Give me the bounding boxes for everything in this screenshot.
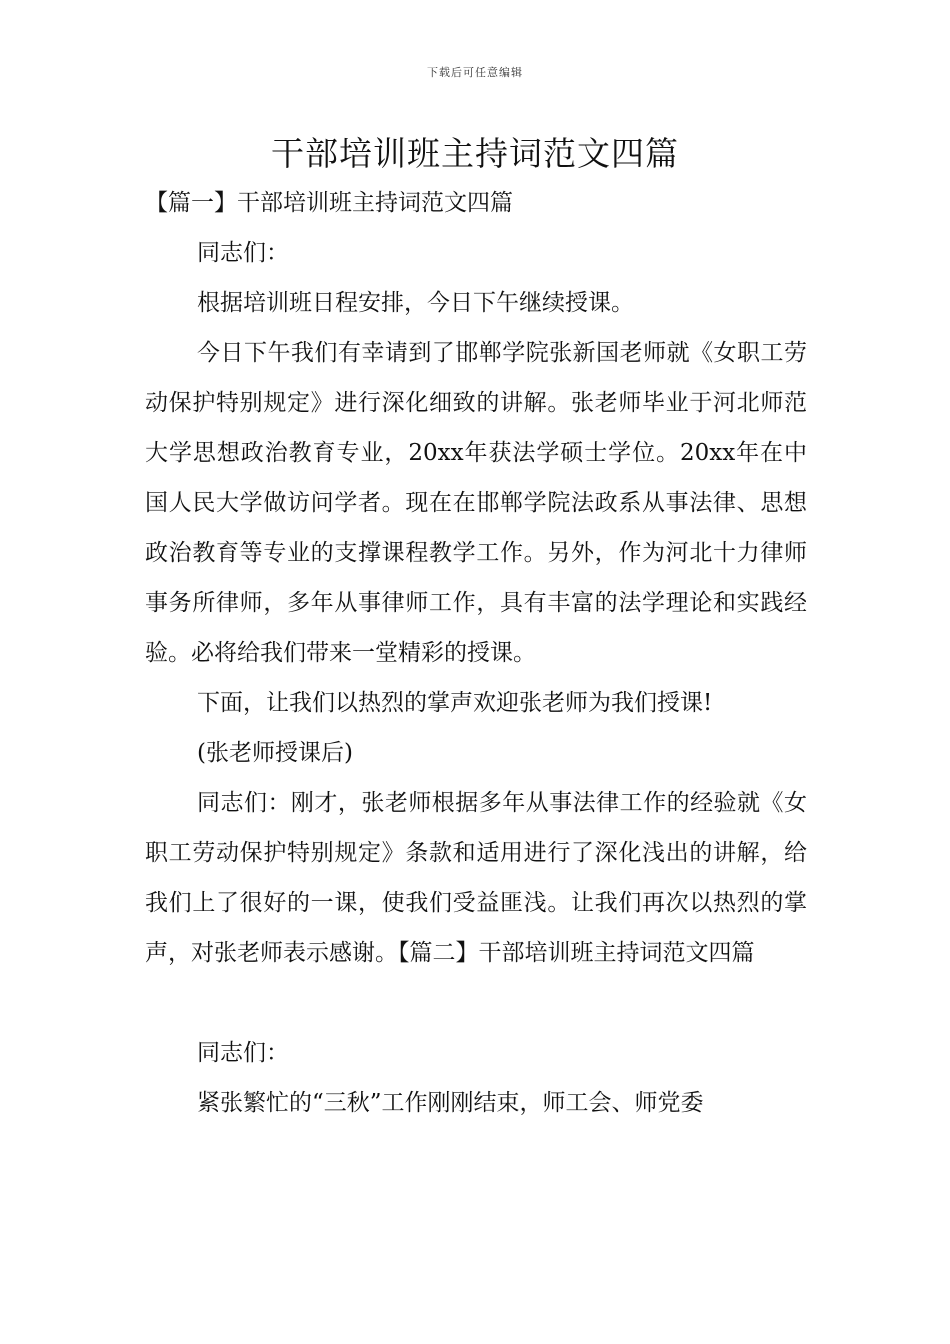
paragraph: (张老师授课后) (197, 740, 353, 766)
section-heading: 【篇一】干部培训班主持词范文四篇 (145, 190, 513, 216)
header-note: 下载后可任意编辑 (427, 66, 523, 79)
paragraph: 下面，让我们以热烈的掌声欢迎张老师为我们授课! (197, 690, 713, 716)
paragraph: 同志们： (197, 1040, 289, 1066)
document-body (145, 178, 807, 1128)
blank-line (145, 978, 807, 1028)
paragraph: 同志们： (197, 240, 289, 266)
paragraph: 今日下午我们有幸请到了邯郸学院张新国老师就《女职工劳动保护特别规定》进行深化细致的讲解。张老师毕业于河北师范大学思想政治教育专业，20xx年获法学硕士学位。20xx年在中国人民大学做访问学者。现在在邯郸学院法政系从事法律、思想政治教育等专业的支撑课程教学工作。另外，作为河北十力律师事务所律师，多年从事律师工作，具有丰富的法学理论和实践经验。必将给我们带来一堂精彩的授课。 (145, 340, 807, 666)
document-title: 干部培训班主持词范文四篇 (271, 134, 679, 173)
paragraph: 紧张繁忙的“三秋”工作刚刚结束，师工会、师党委 (197, 1090, 704, 1116)
paragraph: 根据培训班日程安排，今日下午继续授课。 (197, 290, 634, 316)
paragraph: 同志们：刚才，张老师根据多年从事法律工作的经验就《女职工劳动保护特别规定》条款和适用进行了深化浅出的讲解，给我们上了很好的一课，使我们受益匪浅。让我们再次以热烈的掌声，对张老师表示感谢。【篇二】干部培训班主持词范文四篇 (145, 790, 807, 966)
